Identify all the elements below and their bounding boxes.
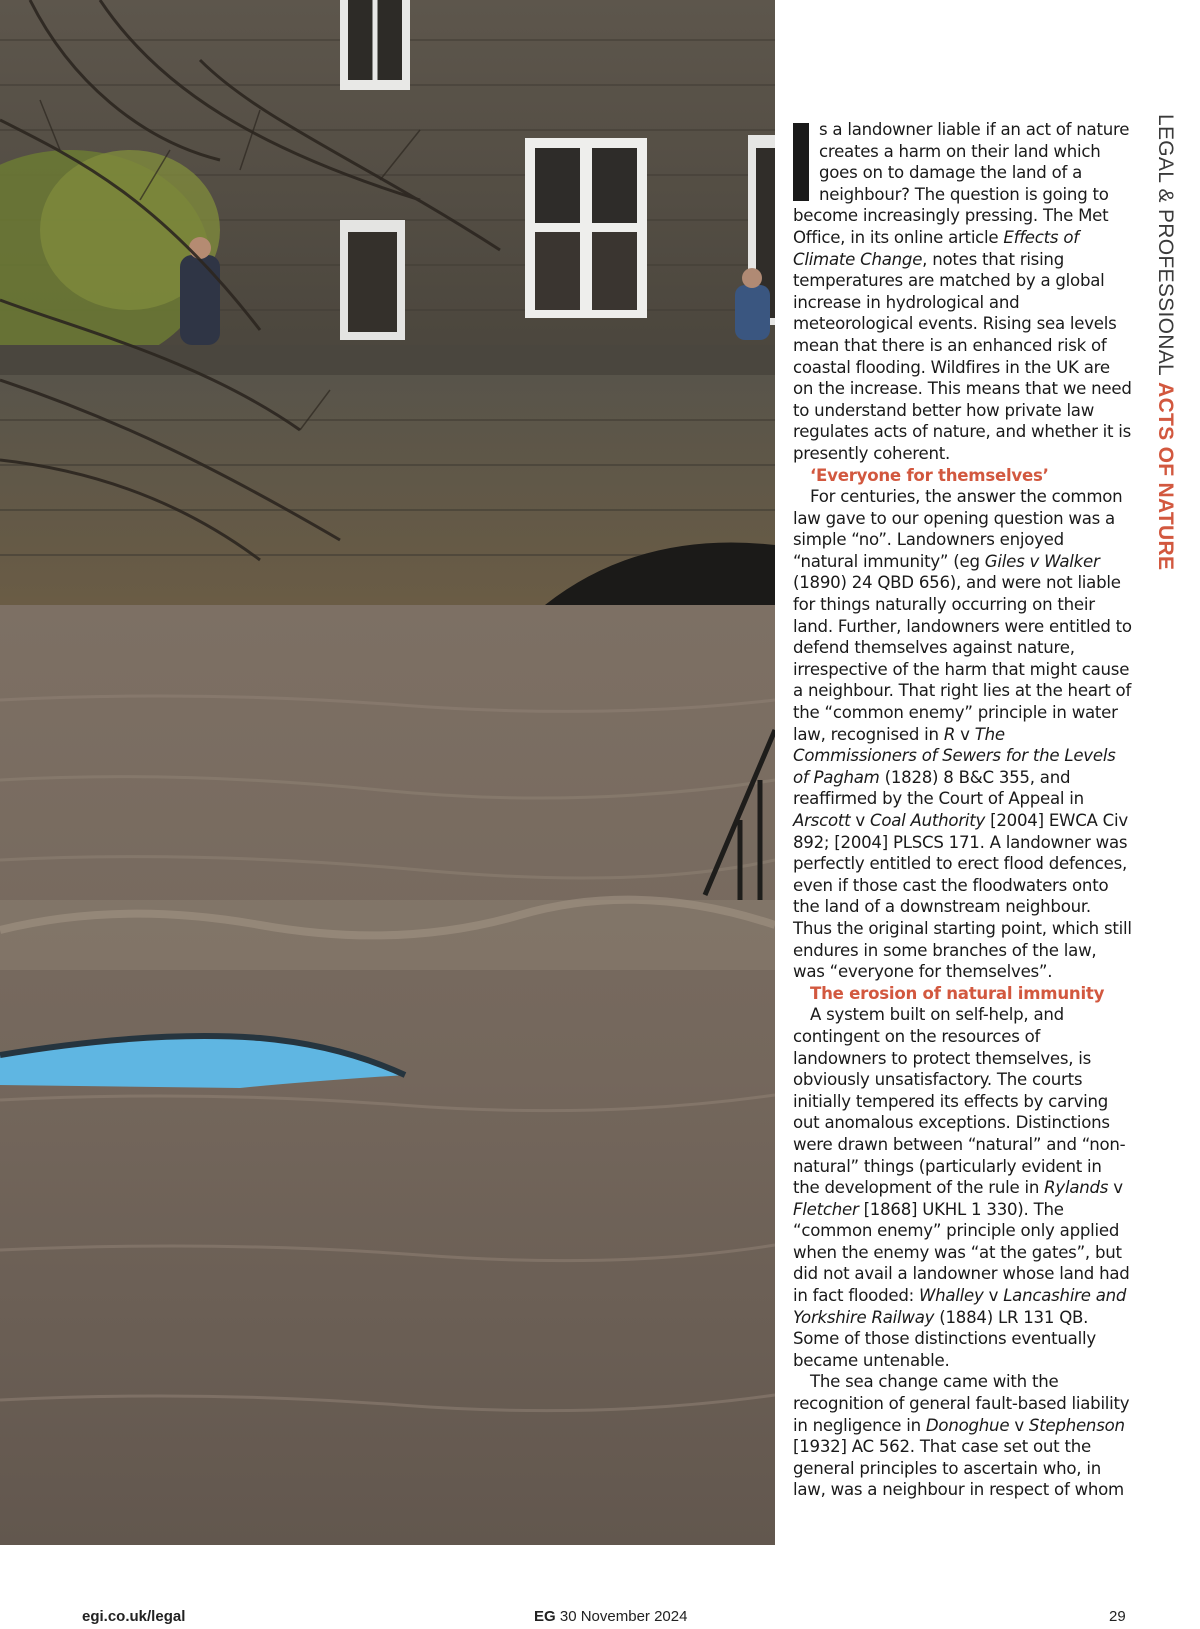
paragraph-common-law: For centuries, the answer the common law gave to our opening question was a simple “no”. Landowners enjoyed “natural immunity” (eg Giles v Walker (1890) 24 QBD 656), and were not liable for things naturally occurring on their land. Further, landowners were entitled to defend themselves against nature, irrespective of the harm that might cause a neighbour. That right lies at the heart of the “common enemy” principle in water law, recognised in R v The Commissioners of Sewers for the Levels of Pagham (1828) 8 B&C 355, and reaffirmed by the Court of Appeal in Arscott v Coal Authority [2004] EWCA Civ 892; [2004] PLSCS 171. A landowner was perfectly entitled to erect flood defences, even if those cast the floodwaters onto the land of a downstream neighbour. Thus the original starting point, which still endures in some branches of the law, was “everyone for themselves”.	[793, 487, 1132, 982]
drop-cap-i	[793, 123, 809, 201]
page-number: 29	[1109, 1608, 1126, 1625]
footer-url[interactable]: egi.co.uk/legal	[82, 1608, 186, 1625]
subhead-erosion-of-natural-immunity: The erosion of natural immunity	[810, 983, 1105, 1003]
section-label	[1153, 114, 1177, 570]
intro-paragraph: s a landowner liable if an act of nature creates a harm on their land which goes on to damage the land of a neighbour? The question is going to become increasingly pressing. The Met Office, in its online article Effects of Climate Change, notes that rising temperatures are matched by a global increase in hydrological and meteorological events. Rising sea levels mean that there is an enhanced risk of coastal flooding. Wildfires in the UK are on the increase. This means that we need to understand better how private law regulates acts of nature, and whether it is presently coherent.	[793, 120, 1132, 463]
footer-issue	[534, 1608, 687, 1625]
footer-date: 30 November 2024	[559, 1608, 688, 1625]
paragraph-sea-change: The sea change came with the recognition of general fault-based liability in negligence in Donoghue v Stephenson [1932] AC 562. That case set out the general principles to ascertain who, in law, was a neighbour in respect of whom	[793, 1372, 1130, 1500]
section-prefix: LEGAL & PROFESSIONAL	[1154, 114, 1177, 376]
paragraph-self-help: A system built on self-help, and contingent on the resources of landowners to protect themselves, is obviously unsatisfactory. The courts initially tempered its effects by carving out anomalous exceptions. Distinctions were drawn between “natural” and “non-natural” things (particularly evident in the development of the rule in Rylands v Fletcher [1868] UKHL 1 330). The “common enemy” principle only applied when the enemy was “at the gates”, but did not avail a landowner whose land had in fact flooded: Whalley v Lancashire and Yorkshire Railway (1884) LR 131 QB. Some of those distinctions eventually became untenable.	[793, 1005, 1130, 1370]
article-body	[793, 119, 1133, 1501]
footer-publication: EG	[534, 1608, 556, 1625]
section-topic: ACTS OF NATURE	[1154, 382, 1177, 571]
subhead-everyone-for-themselves: ‘Everyone for themselves’	[810, 465, 1049, 485]
